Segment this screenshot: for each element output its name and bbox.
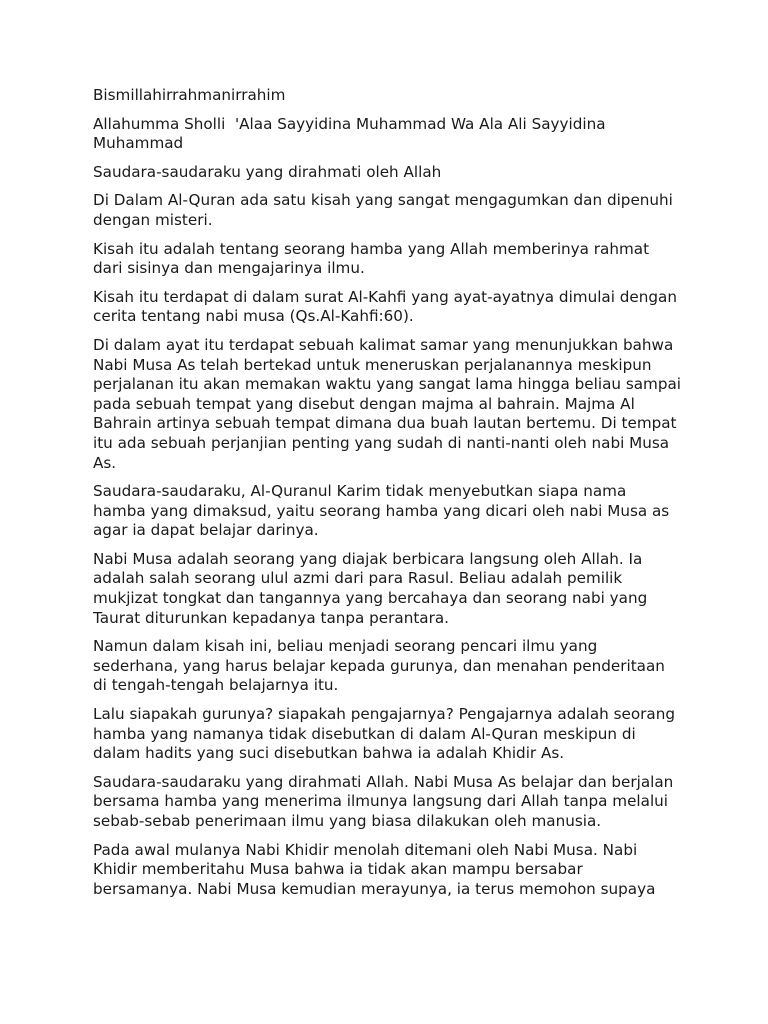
paragraph: Saudara-saudaraku yang dirahmati oleh Allah <box>93 162 442 181</box>
paragraph: Pada awal mulanya Nabi Khidir menolah ditemani oleh Nabi Musa. Nabi Khidir memberitahu Musa bahwa ia tidak akan mampu bersabar bersamanya. Nabi Musa kemudian merayunya, ia terus memohon supaya <box>93 840 656 898</box>
paragraph: Kisah itu adalah tentang seorang hamba yang Allah memberinya rahmat dari sisinya dan mengajarinya ilmu. <box>93 239 650 278</box>
paragraph: Saudara-saudaraku yang dirahmati Allah. Nabi Musa As belajar dan berjalan bersama hamba yang menerima ilmunya langsung dari Allah tanpa melalui sebab-sebab penerimaan ilmu yang biasa dilakukan oleh manusia. <box>93 772 674 830</box>
paragraph-salawat: Allahumma Sholli 'Alaa Sayyidina Muhammad Wa Ala Ali Sayyidina Muhammad <box>93 114 611 153</box>
paragraph: Di dalam ayat itu terdapat sebuah kalimat samar yang menunjukkan bahwa Nabi Musa As telah bertekad untuk meneruskan perjalanannya meskipun perjalanan itu akan memakan waktu yang sangat lama hingga beliau sampai pada sebuah tempat yang disebut dengan majma al bahrain. Majma Al Bahrain artinya sebuah tempat dimana dua buah lautan bertemu. Di tempat itu ada sebuah perjanjian penting yang sudah di nanti-nanti oleh nabi Musa As. <box>93 335 682 472</box>
document-body <box>93 86 683 908</box>
paragraph: Nabi Musa adalah seorang yang diajak berbicara langsung oleh Allah. Ia adalah salah seorang ulul azmi dari para Rasul. Beliau adalah pemilik mukjizat tongkat dan tangannya yang bercahaya dan seorang nabi yang Taurat diturunkan kepadanya tanpa perantara. <box>93 549 648 627</box>
paragraph-opening: Bismillahirrahmanirrahim <box>93 86 286 104</box>
paragraph: Lalu siapakah gurunya? siapakah pengajarnya? Pengajarnya adalah seorang hamba yang namanya tidak disebutkan di dalam Al-Quran meskipun di dalam hadits yang suci disebutkan bahwa ia adalah Khidir As. <box>93 705 675 763</box>
paragraph: Kisah itu terdapat di dalam surat Al-Kahfi yang ayat-ayatnya dimulai dengan cerita tentang nabi musa (Qs.Al-Kahfi:60). <box>93 287 677 326</box>
paragraph: Saudara-saudaraku, Al-Quranul Karim tidak menyebutkan siapa nama hamba yang dimaksud, yaitu seorang hamba yang dicari oleh nabi Musa as agar ia dapat belajar darinya. <box>93 482 670 540</box>
paragraph: Di Dalam Al-Quran ada satu kisah yang sangat mengagumkan dan dipenuhi dengan misteri. <box>93 191 673 229</box>
paragraph: Namun dalam kisah ini, beliau menjadi seorang pencari ilmu yang sederhana, yang harus belajar kepada gurunya, dan menahan penderitaan di tengah-tengah belajarnya itu. <box>93 637 665 695</box>
